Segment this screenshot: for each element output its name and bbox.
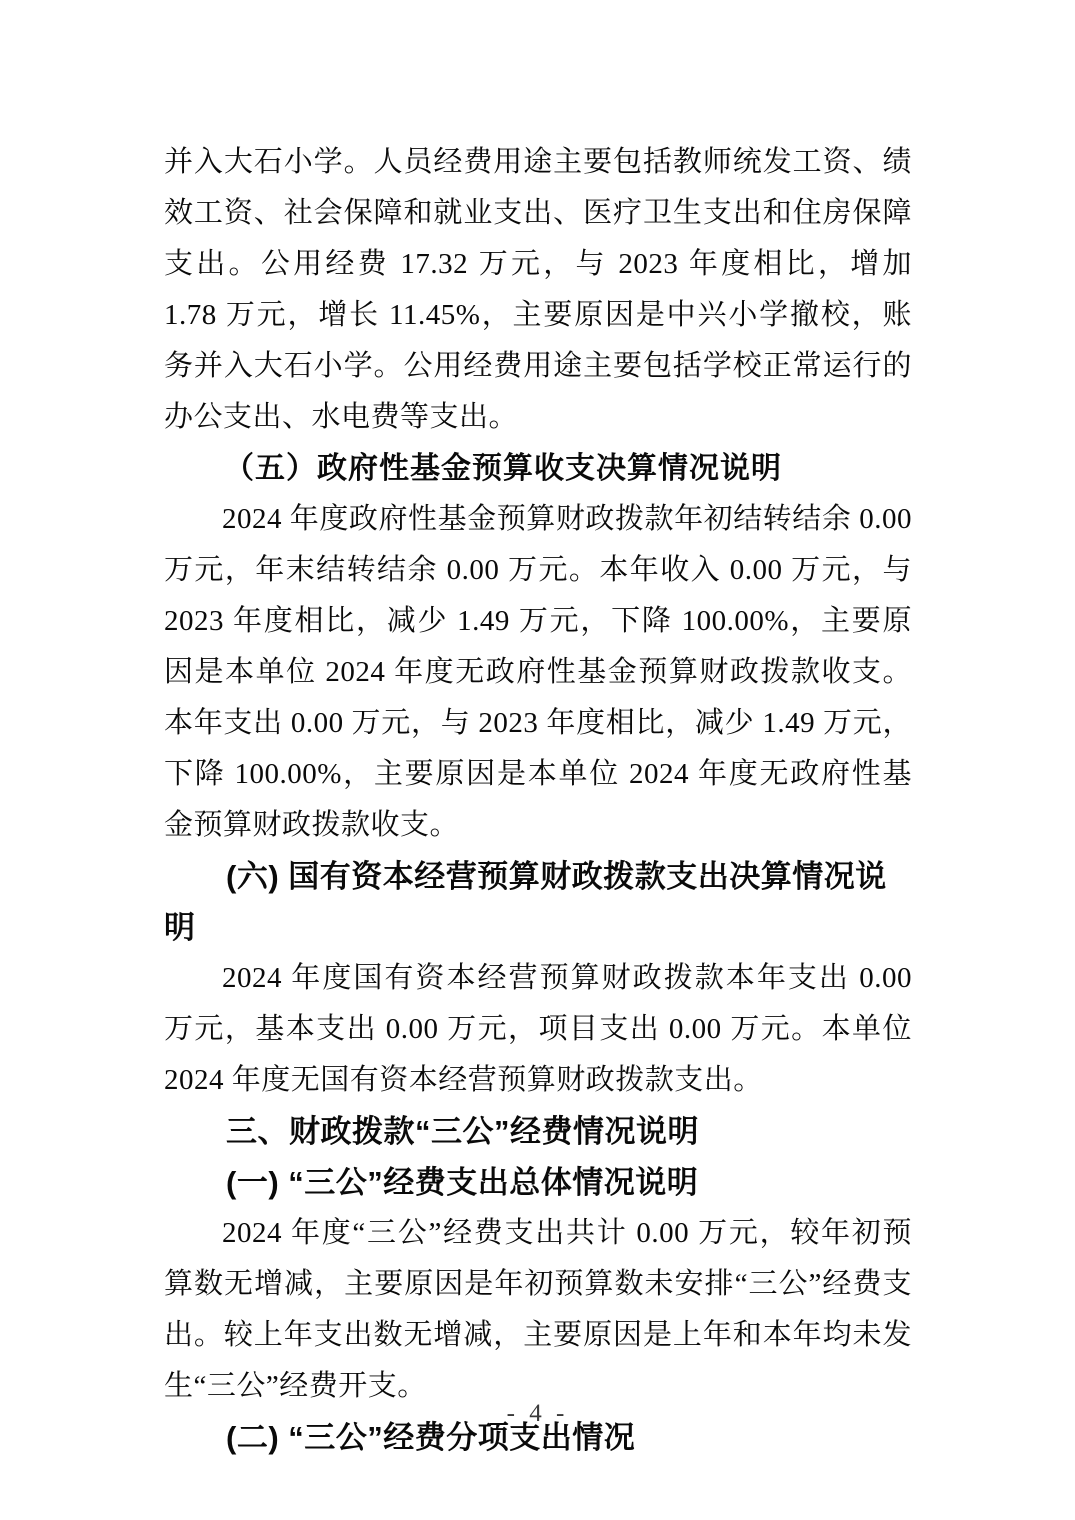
page-number: - 4 - <box>506 1400 569 1427</box>
section-heading-5-government-fund-budget: （五）政府性基金预算收支决算情况说明 <box>224 452 782 485</box>
paragraph-government-fund-budget-detail: 2024 年度政府性基金预算财政拨款年初结转结余 0.00 万元，年末结转结余 0.00 万元。本年收入 0.00 万元，与 2023 年度相比，减少 1.49 万元，下降 100.00%，主要原因是本单位 2024 年度无政府性基金预算财政拨款收支。本年支出 0.00 万元，与 2023 年度相比，减少 1.49 万元，下降 100.00%，主要原因是本单位 2024 年度无政府性基金预算财政拨款收支。 <box>164 503 912 841</box>
section-heading-3-1-overall-spending: (一) “三公”经费支出总体情况说明 <box>226 1165 699 1200</box>
document-body <box>164 137 912 1463</box>
paragraph-personnel-public-funds: 并入大石小学。人员经费用途主要包括教师统发工资、绩效工资、社会保障和就业支出、医疗卫生支出和住房保障支出。公用经费 17.32 万元，与 2023 年度相比，增加 1.78 万元，增长 11.45%，主要原因是中兴小学撤校，账务并入大石小学。公用经费用途主要包括学校正常运行的办公支出、水电费等支出。 <box>164 146 912 433</box>
section-heading-3-three-public-funds: 三、财政拨款“三公”经费情况说明 <box>226 1114 699 1149</box>
section-heading-3-2-itemized-spending: (二) “三公”经费分项支出情况 <box>226 1420 636 1455</box>
section-heading-6-state-capital-budget: (六) 国有资本经营预算财政拨款支出决算情况说明 <box>164 859 887 945</box>
paragraph-state-capital-budget-detail: 2024 年度国有资本经营预算财政拨款本年支出 0.00 万元，基本支出 0.00 万元，项目支出 0.00 万元。本单位 2024 年度无国有资本经营预算财政拨款支出。 <box>164 962 912 1096</box>
paragraph-three-public-overall-detail: 2024 年度“三公”经费支出共计 0.00 万元，较年初预算数无增减，主要原因是年初预算数未安排“三公”经费支出。较上年支出数无增减，主要原因是上年和本年均未发生“三公”经费开支。 <box>164 1217 912 1402</box>
